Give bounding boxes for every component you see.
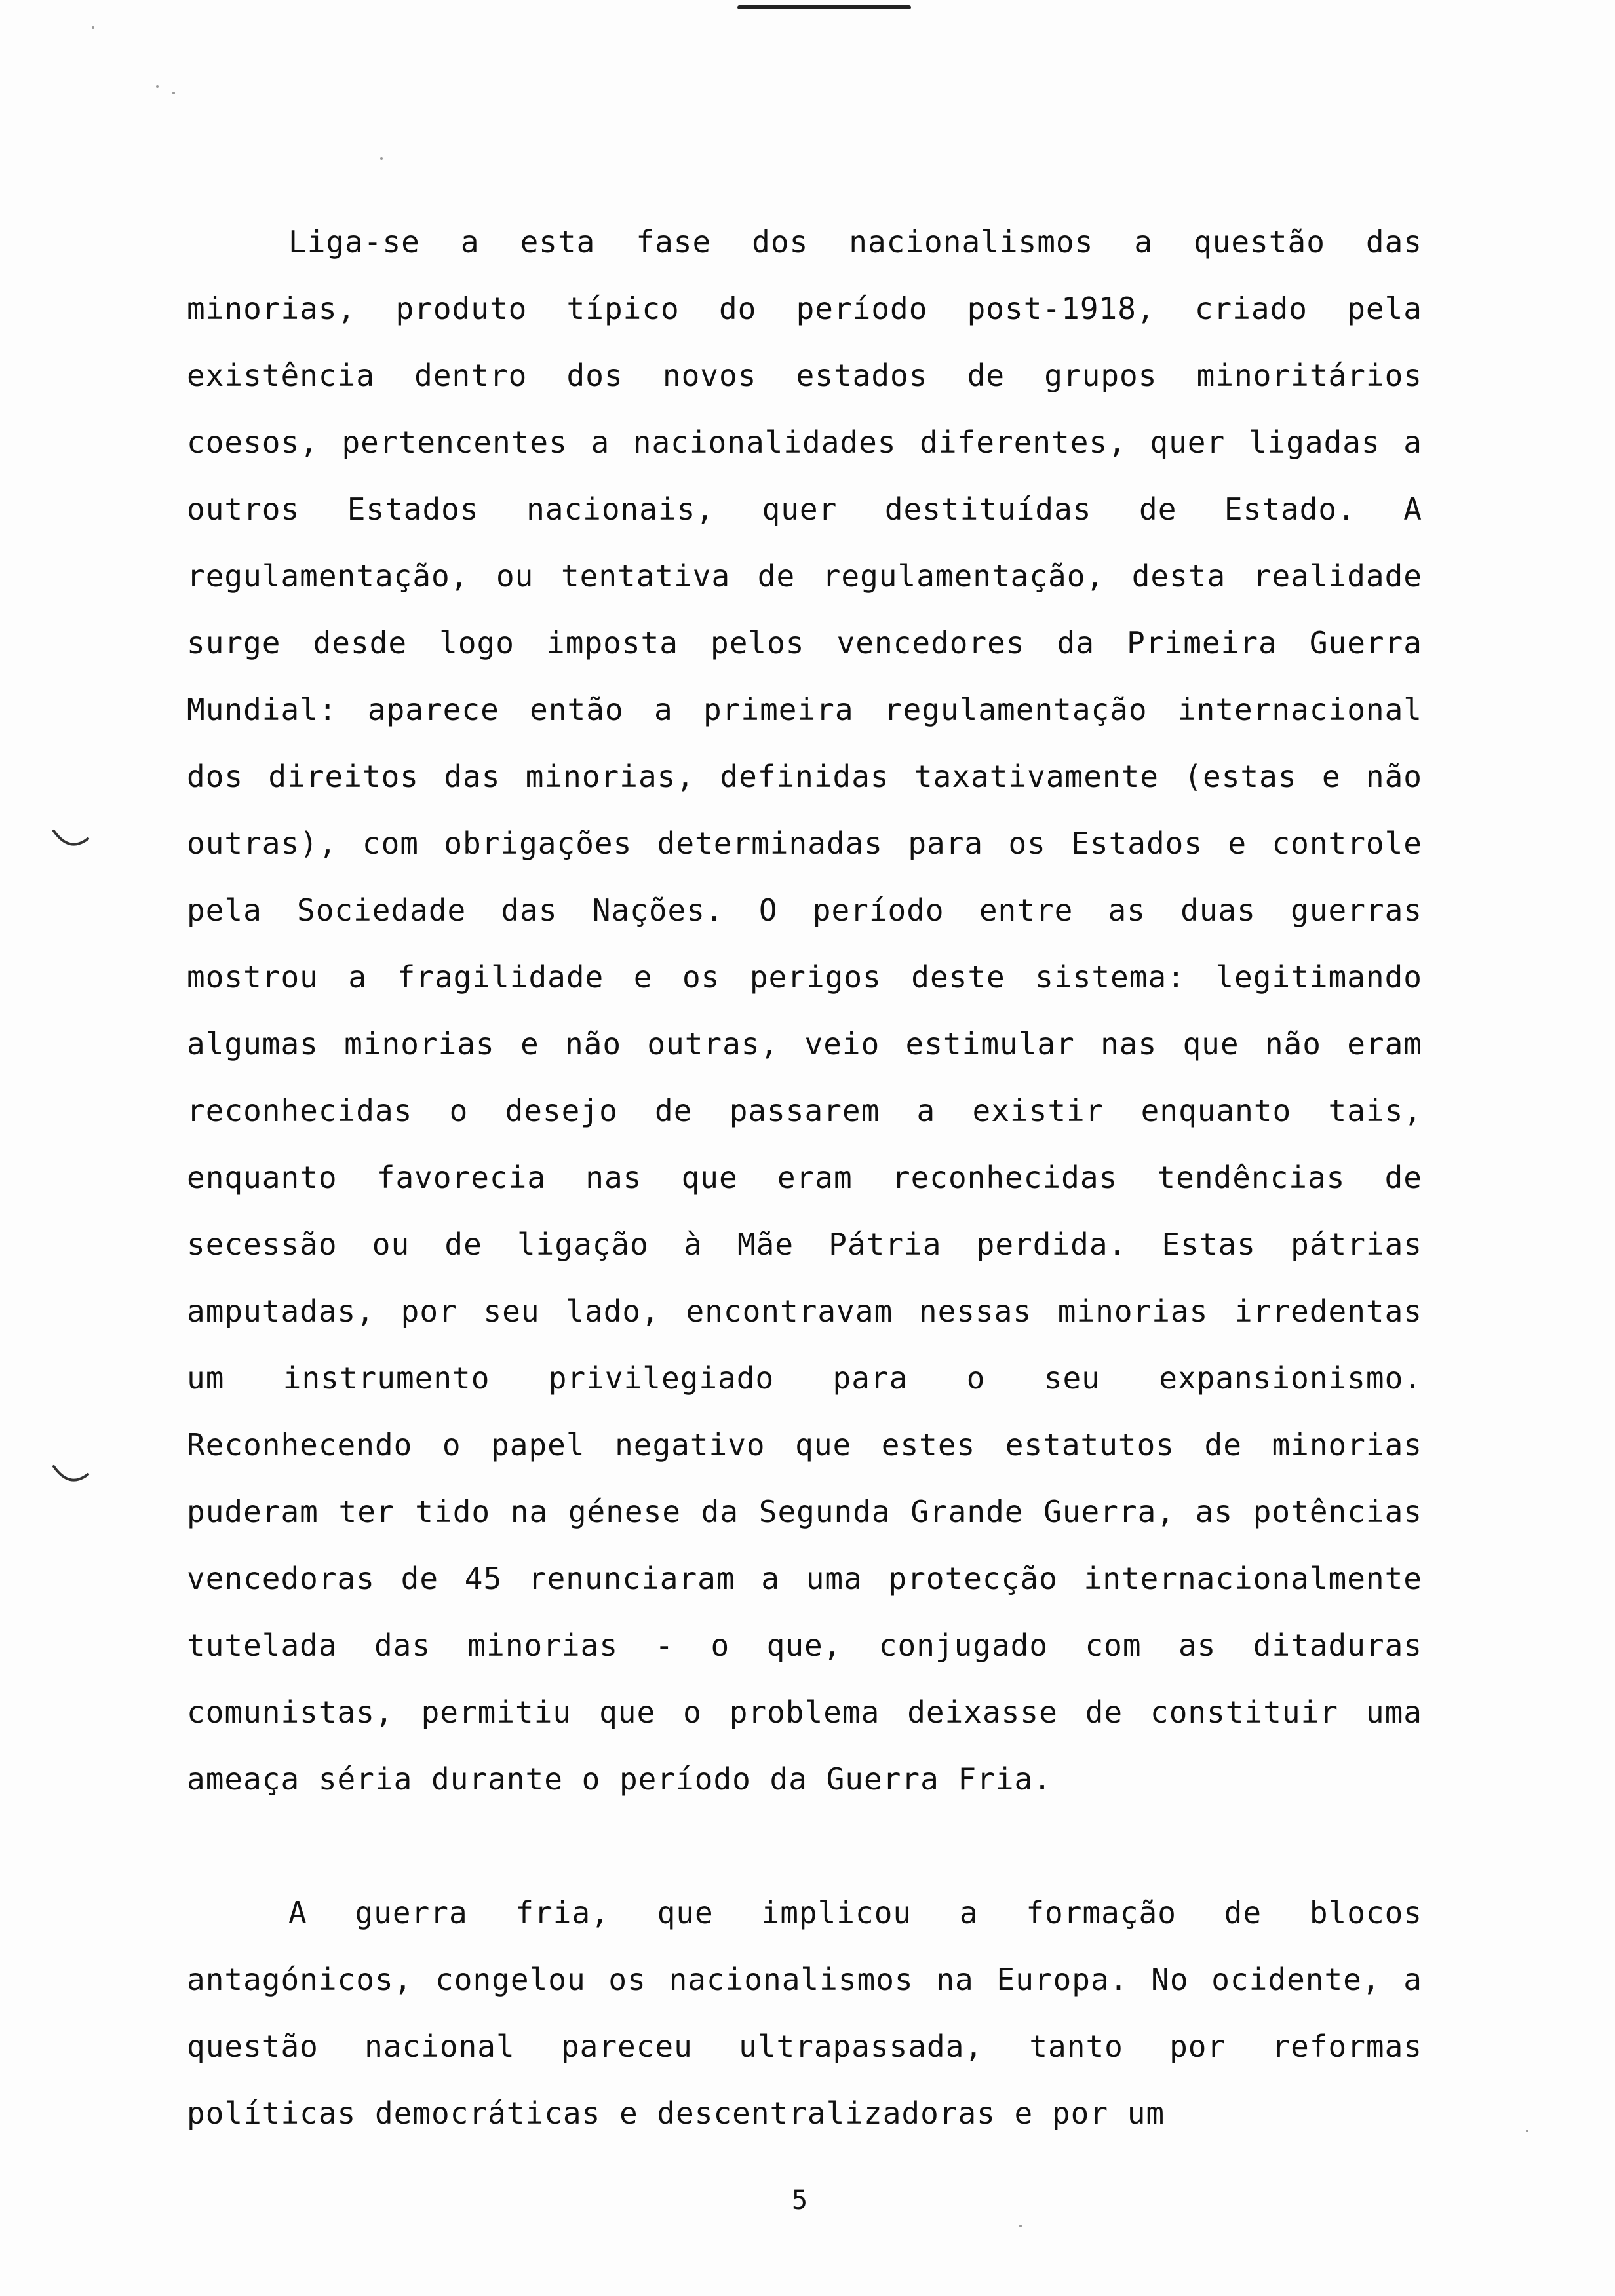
scan-speck xyxy=(92,26,94,29)
scan-speck xyxy=(156,85,159,88)
paragraph-cold-war: A guerra fria, que implicou a formação de blocos antagónicos, congelou os nacionalismos na Europa. No ocidente, a questão nacional pareceu ultrapassada, tanto por reformas políticas democráticas e descentralizadoras e por um xyxy=(187,1895,1422,2131)
top-edge-mark xyxy=(737,5,911,9)
margin-punch-mark xyxy=(51,1463,90,1489)
margin-punch-mark xyxy=(51,827,90,853)
body-text xyxy=(187,208,1422,2147)
scan-speck xyxy=(380,157,383,160)
scan-speck xyxy=(172,92,175,94)
scan-speck xyxy=(1019,2225,1022,2227)
page-number: 5 xyxy=(791,2185,808,2215)
scan-speck xyxy=(1526,2130,1528,2132)
paragraph-minorities: Liga-se a esta fase dos nacionalismos a questão das minorias, produto típico do período post-1918, criado pela existência dentro dos novos estados de grupos minoritários coesos, pertencentes a nacionalidades diferentes, quer ligadas a outros Estados nacionais, quer destituídas de Estado. A regulamentação, ou tentativa de regulamentação, desta realidade surge desde logo imposta pelos vencedores da Primeira Guerra Mundial: aparece então a primeira regulamentação internacional dos direitos das minorias, definidas taxativamente (estas e não outras), com obrigações determinadas para os Estados e controle pela Sociedade das Nações. O período entre as duas guerras mostrou a fragilidade e os perigos deste sistema: legitimando algumas minorias e não outras, veio estimular nas que não eram reconhecidas o desejo de passarem a existir enquanto tais, enquanto favorecia nas que eram reconhecidas tendências de secessão ou de ligação à Mãe Pátria perdida. Estas pátrias amputadas, por seu lado, encontravam nessas minorias irredentas um instrumento privilegiado para o seu expansionismo. Reconhecendo o papel negativo que estes estatutos de minorias puderam ter tido na génese da Segunda Grande Guerra, as potências vencedoras de 45 renunciaram a uma protecção internacionalmente tutelada das minorias - o que, conjugado com as ditaduras comunistas, permitiu que o problema deixasse de constituir uma ameaça séria durante o período da Guerra Fria. xyxy=(187,224,1422,1797)
